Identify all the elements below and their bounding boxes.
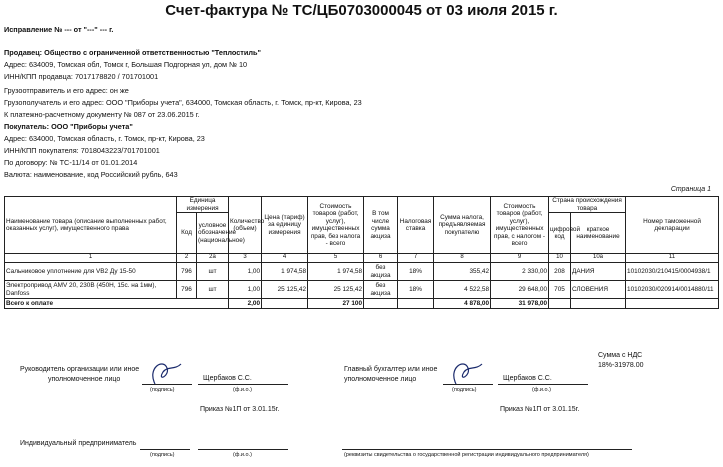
vat-note-amount: 18%-31978.00 xyxy=(598,362,644,369)
total-cost-no-tax: 27 100 xyxy=(308,299,364,309)
seller-inn: ИНН/КПП продавца: 7017178820 / 701701001 xyxy=(4,72,159,81)
th-country-group: Страна происхождения товара xyxy=(549,197,626,213)
item-cost-no-tax: 1 974,58 xyxy=(308,263,364,281)
total-label: Всего к оплате xyxy=(5,299,229,309)
table-row xyxy=(5,263,719,281)
entrepreneur-name-caption: (ф.и.о.) xyxy=(233,452,252,458)
col-number: 2а xyxy=(197,254,229,263)
entrepreneur-name-line xyxy=(198,449,288,450)
head-order: Приказ №1П от 3.01.15г. xyxy=(200,406,280,413)
th-qty: Количество (объем) xyxy=(229,197,262,254)
total-empty-cell xyxy=(364,299,398,309)
item-rate: 18% xyxy=(398,281,434,299)
accountant-name-caption: (ф.и.о.) xyxy=(532,387,551,393)
item-country-name: СЛОВЕНИЯ xyxy=(571,281,626,299)
th-name: Наименование товара (описание выполненных работ, оказанных услуг), имущественного права xyxy=(5,197,177,254)
entrepreneur-label: Индивидуальный предприниматель xyxy=(20,440,137,447)
page-number: Страница 1 xyxy=(670,186,711,193)
table-row xyxy=(5,281,719,299)
head-label-2: уполномоченное лицо xyxy=(48,376,121,383)
correction-line: Исправление № --- от "---" --- г. xyxy=(4,25,114,34)
accountant-name: Щербаков С.С. xyxy=(503,375,552,382)
th-country-code: цифровой код xyxy=(549,213,571,254)
item-price: 25 125,42 xyxy=(262,281,308,299)
col-number: 8 xyxy=(434,254,491,263)
item-unit-name: шт xyxy=(197,263,229,281)
item-unit-name: шт xyxy=(197,281,229,299)
item-customs: 10102030/210415/0004938/1 xyxy=(626,263,719,281)
shipper-line: Грузоотправитель и его адрес: он же xyxy=(4,86,129,95)
accountant-order: Приказ №1П от 3.01.15г. xyxy=(500,406,580,413)
item-excise: без акциза xyxy=(364,281,398,299)
accountant-sign-caption: (подпись) xyxy=(452,387,477,393)
item-excise: без акциза xyxy=(364,263,398,281)
item-customs: 10102030/020914/0014880/11 xyxy=(626,281,719,299)
th-rate: Налоговая ставка xyxy=(398,197,434,254)
th-customs: Номер таможенной декларации xyxy=(626,197,719,254)
consignee-line: Грузополучатель и его адрес: ООО "Приборы учета", 634000, Томская область, г. Томск, пр-кт, Кирова, 23 xyxy=(4,98,362,107)
head-sign-caption: (подпись) xyxy=(150,387,175,393)
registration-caption: (реквизиты свидетельства о государственной регистрации индивидуального предпринимателя) xyxy=(344,452,589,458)
seller-address: Адрес: 634009, Томская обл, Томск г, Большая Подгорная ул, дом № 10 xyxy=(4,60,248,69)
total-cost-with-tax: 31 978,00 xyxy=(491,299,549,309)
col-number: 4 xyxy=(262,254,308,263)
col-number: 9 xyxy=(491,254,549,263)
th-cost-no-tax: Стоимость товаров (работ, услуг), имущественных прав, без налога - всего xyxy=(308,197,364,254)
total-empty-cell xyxy=(262,299,308,309)
total-qty: 2,00 xyxy=(229,299,262,309)
accountant-label: Главный бухгалтер или иное xyxy=(344,366,438,373)
total-empty-cell xyxy=(549,299,571,309)
item-price: 1 974,58 xyxy=(262,263,308,281)
head-signature xyxy=(145,356,185,386)
head-name-line xyxy=(198,384,288,385)
col-number: 2 xyxy=(177,254,197,263)
head-name: Щербаков С.С. xyxy=(203,375,252,382)
head-label: Руководитель организации или иное xyxy=(20,366,140,373)
item-name: Электропривод AMV 20, 230В (450Н, 15с. на 1мм), Danfoss xyxy=(5,281,177,299)
entrepreneur-sign-caption: (подпись) xyxy=(150,452,175,458)
item-cost-with-tax: 29 648,00 xyxy=(491,281,549,299)
seller-line: Продавец: Общество с ограниченной ответственностью "Теплостиль" xyxy=(4,48,261,57)
item-country-code: 208 xyxy=(549,263,571,281)
col-number: 5 xyxy=(308,254,364,263)
th-unit-group: Единица измерения xyxy=(177,197,229,213)
col-number: 1 xyxy=(5,254,177,263)
item-country-code: 705 xyxy=(549,281,571,299)
accountant-label-2: уполномоченное лицо xyxy=(344,376,417,383)
item-tax-sum: 4 522,58 xyxy=(434,281,491,299)
total-empty-cell xyxy=(626,299,719,309)
currency-line: Валюта: наименование, код Российский рубль, 643 xyxy=(4,170,178,179)
col-number: 11 xyxy=(626,254,719,263)
buyer-address: Адрес: 634000, Томская область, г. Томск, пр-кт, Кирова, 23 xyxy=(4,134,205,143)
th-unit-name: условное обозначение (национальное) xyxy=(197,213,229,254)
accountant-signature xyxy=(446,356,486,386)
column-number-row xyxy=(5,254,719,263)
total-empty-cell xyxy=(571,299,626,309)
item-tax-sum: 355,42 xyxy=(434,263,491,281)
item-cost-with-tax: 2 330,00 xyxy=(491,263,549,281)
th-cost-with-tax: Стоимость товаров (работ, услуг), имущественных прав, с налогом - всего xyxy=(491,197,549,254)
invoice-table xyxy=(4,196,719,309)
total-tax-sum: 4 878,00 xyxy=(434,299,491,309)
total-empty-cell xyxy=(398,299,434,309)
th-unit-code: Код xyxy=(177,213,197,254)
th-tax-sum: Сумма налога, предъявляемая покупателю xyxy=(434,197,491,254)
item-name: Сальниковое уплотнение для VB2 Ду 15-50 xyxy=(5,263,177,281)
table-header-row xyxy=(5,197,719,213)
th-country-name: краткое наименование xyxy=(571,213,626,254)
item-unit-code: 796 xyxy=(177,263,197,281)
payment-doc-line: К платежно-расчетному документу № 087 от 23.06.2015 г. xyxy=(4,110,200,119)
col-number: 7 xyxy=(398,254,434,263)
item-country-name: ДАНИЯ xyxy=(571,263,626,281)
invoice-title: Счет-фактура № ТС/ЦБ0703000045 от 03 июля 2015 г. xyxy=(165,2,558,19)
item-qty: 1,00 xyxy=(229,281,262,299)
item-cost-no-tax: 25 125,42 xyxy=(308,281,364,299)
col-number: 10а xyxy=(571,254,626,263)
th-price: Цена (тариф) за единицу измерения xyxy=(262,197,308,254)
head-sign-line xyxy=(142,384,192,385)
col-number: 10 xyxy=(549,254,571,263)
col-number: 6 xyxy=(364,254,398,263)
accountant-sign-line xyxy=(443,384,493,385)
th-excise: В том числе сумма акциза xyxy=(364,197,398,254)
buyer-inn: ИНН/КПП покупателя: 7018043223/701701001 xyxy=(4,146,160,155)
item-unit-code: 796 xyxy=(177,281,197,299)
item-qty: 1,00 xyxy=(229,263,262,281)
contract-line: По договору: № ТС-11/14 от 01.01.2014 xyxy=(4,158,138,167)
total-row xyxy=(5,299,719,309)
entrepreneur-sign-line xyxy=(140,449,190,450)
accountant-name-line xyxy=(498,384,588,385)
col-number: 3 xyxy=(229,254,262,263)
registration-line xyxy=(342,449,632,450)
buyer-line: Покупатель: ООО "Приборы учета" xyxy=(4,122,133,131)
vat-note: Сумма с НДС xyxy=(598,352,643,359)
head-name-caption: (ф.и.о.) xyxy=(233,387,252,393)
item-rate: 18% xyxy=(398,263,434,281)
